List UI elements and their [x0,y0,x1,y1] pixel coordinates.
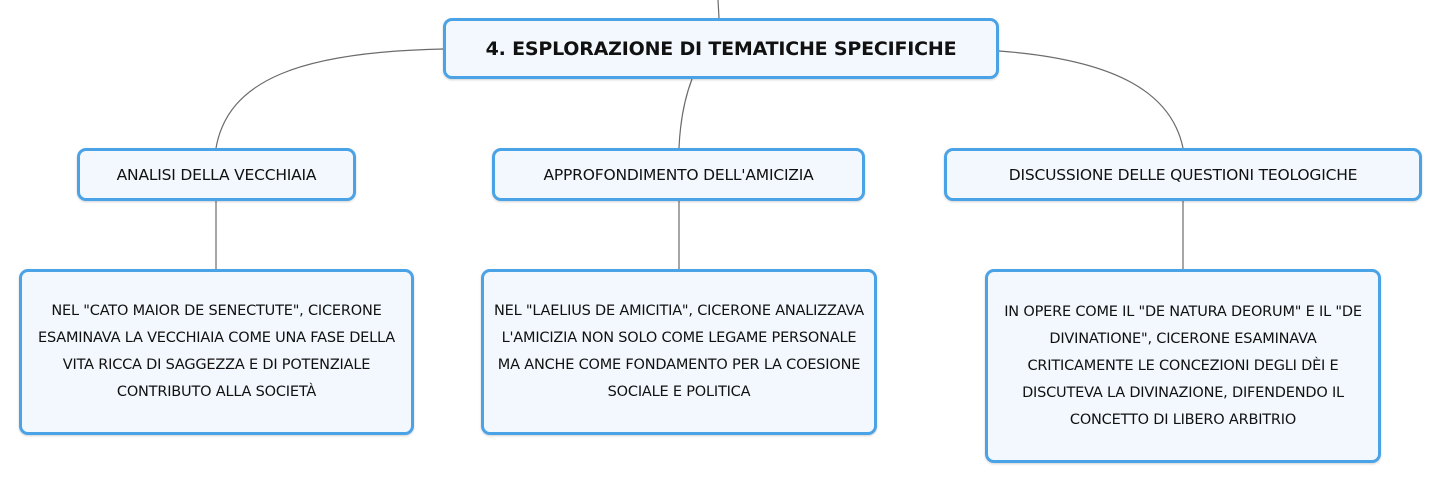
detail-text-teologiche: IN OPERE COME IL "DE NATURA DEORUM" E IL "DE DIVINATIONE", CICERONE ESAMINAVA CRITICAMENTE LE CONCEZIONI DEGLI DÈI E DISCUTEVA LA DIVINAZIONE, DIFENDENDO IL CONCETTO DI LIBERO ARBITRIO [1004,303,1362,428]
root-topic-node[interactable] [443,18,999,79]
detail-node-vecchiaia[interactable] [19,269,414,435]
detail-node-teologiche[interactable] [985,269,1381,463]
topic-label-amicizia: APPROFONDIMENTO DELL'AMICIZIA [543,165,814,184]
root-topic-label: 4. ESPLORAZIONE DI TEMATICHE SPECIFICHE [485,37,957,60]
connector-root-to-teologiche [999,51,1183,148]
connector-from-parent [718,0,719,18]
detail-node-amicizia[interactable] [481,269,877,435]
topic-node-vecchiaia[interactable] [77,148,356,201]
connector-root-to-amicizia [679,79,692,148]
topic-node-teologiche[interactable] [944,148,1422,201]
detail-text-amicizia: NEL "LAELIUS DE AMICITIA", CICERONE ANALIZZAVA L'AMICIZIA NON SOLO COME LEGAME PERSONALE MA ANCHE COME FONDAMENTO PER LA COESIONE SOCIALE E POLITICA [493,303,865,400]
detail-text-vecchiaia: NEL "CATO MAIOR DE SENECTUTE", CICERONE ESAMINAVA LA VECCHIAIA COME UNA FASE DELLA VITA RICCA DI SAGGEZZA E DI POTENZIALE CONTRIBUTO ALLA SOCIETÀ [38,303,395,400]
connector-root-to-vecchiaia [216,49,443,148]
topic-label-teologiche: DISCUSSIONE DELLE QUESTIONI TEOLOGICHE [1008,165,1358,184]
topic-node-amicizia[interactable] [492,148,865,201]
topic-label-vecchiaia: ANALISI DELLA VECCHIAIA [116,165,317,184]
